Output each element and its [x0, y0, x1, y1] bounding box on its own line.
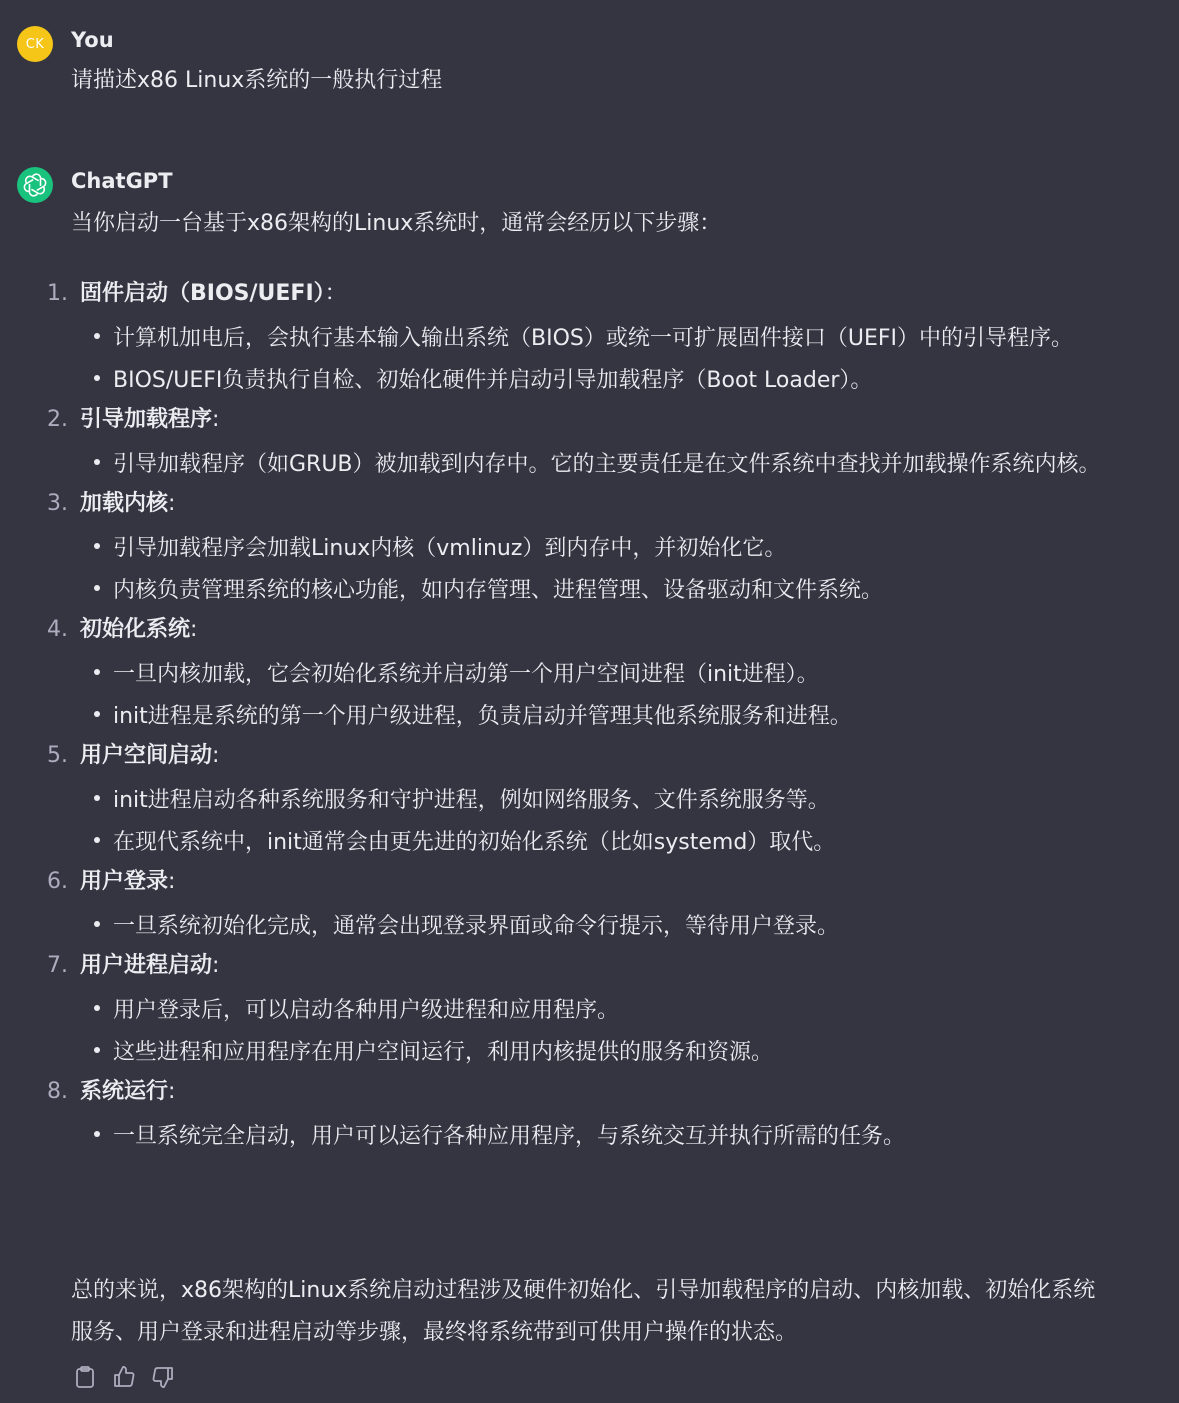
step-title — [80, 486, 175, 522]
step-item — [0, 402, 1179, 486]
thumbs-down-icon — [151, 1365, 175, 1389]
user-avatar-initials: CK — [25, 36, 45, 52]
step-title-text: 加载内核 — [80, 491, 169, 516]
bullet-item: 在现代系统中，init通常会由更先进的初始化系统（比如systemd）取代。 — [0, 822, 1179, 864]
copy-button[interactable] — [73, 1364, 97, 1390]
bullet-list — [0, 444, 1179, 486]
message-actions — [73, 1364, 175, 1390]
bullet-list — [0, 780, 1179, 864]
step-title — [80, 1074, 175, 1110]
step-colon: : — [190, 617, 198, 642]
step-item — [0, 612, 1179, 738]
step-item — [0, 738, 1179, 864]
step-number: 8. — [47, 1079, 68, 1104]
step-title-text: 用户进程启动 — [80, 953, 213, 978]
step-colon: : — [168, 1079, 176, 1104]
step-title — [80, 738, 219, 774]
user-avatar — [17, 26, 53, 62]
step-heading — [0, 402, 1179, 444]
step-heading — [0, 1074, 1179, 1116]
step-colon: ： — [324, 281, 347, 306]
step-heading — [0, 864, 1179, 906]
step-number: 7. — [47, 953, 68, 978]
bullet-item: 内核负责管理系统的核心功能，如内存管理、进程管理、设备驱动和文件系统。 — [0, 570, 1179, 612]
step-number: 6. — [47, 869, 68, 894]
steps-list — [0, 276, 1179, 1158]
step-title-text: 系统运行 — [80, 1079, 169, 1104]
bullet-list — [0, 528, 1179, 612]
step-heading — [0, 486, 1179, 528]
step-heading — [0, 276, 1179, 318]
step-item — [0, 864, 1179, 948]
step-title-text: 用户登录 — [80, 869, 169, 894]
bullet-list — [0, 318, 1179, 402]
bullet-list — [0, 906, 1179, 948]
step-heading — [0, 612, 1179, 654]
bullet-list — [0, 990, 1179, 1074]
step-colon: : — [212, 953, 220, 978]
step-colon: : — [212, 407, 220, 432]
step-title-text: 引导加载程序 — [80, 407, 213, 432]
step-number: 3. — [47, 491, 68, 516]
step-number: 5. — [47, 743, 68, 768]
thumbs-up-icon — [112, 1365, 136, 1389]
assistant-summary-text: 总的来说，x86架构的Linux系统启动过程涉及硬件初始化、引导加载程序的启动、内核加载、初始化系统服务、用户登录和进程启动等步骤，最终将系统带到可供用户操作的状态。 — [71, 1278, 1096, 1345]
bullet-item: BIOS/UEFI负责执行自检、初始化硬件并启动引导加载程序（Boot Loader）。 — [0, 360, 1179, 402]
assistant-intro-text: 当你启动一台基于x86架构的Linux系统时，通常会经历以下步骤： — [71, 211, 722, 236]
bullet-item: 计算机加电后，会执行基本输入输出系统（BIOS）或统一可扩展固件接口（UEFI）中的引导程序。 — [0, 318, 1179, 360]
bullet-item: 一旦系统完全启动，用户可以运行各种应用程序，与系统交互并执行所需的任务。 — [0, 1116, 1179, 1158]
step-colon: : — [212, 743, 220, 768]
bullet-item: 引导加载程序会加载Linux内核（vmlinuz）到内存中，并初始化它。 — [0, 528, 1179, 570]
bullet-item: init进程启动各种系统服务和守护进程，例如网络服务、文件系统服务等。 — [0, 780, 1179, 822]
thumbs-down-button[interactable] — [151, 1364, 175, 1390]
step-title — [80, 276, 347, 312]
step-item — [0, 948, 1179, 1074]
step-title — [80, 864, 175, 900]
bullet-item: 一旦内核加载，它会初始化系统并启动第一个用户空间进程（init进程）。 — [0, 654, 1179, 696]
step-title-text: 初始化系统 — [80, 617, 191, 642]
step-title — [80, 402, 219, 438]
clipboard-icon — [74, 1365, 96, 1389]
step-item — [0, 1074, 1179, 1158]
step-heading — [0, 738, 1179, 780]
bullet-item: 这些进程和应用程序在用户空间运行，利用内核提供的服务和资源。 — [0, 1032, 1179, 1074]
step-title — [80, 612, 197, 648]
step-title-text: 固件启动（BIOS/UEFI） — [80, 281, 325, 306]
step-number: 1. — [47, 281, 68, 306]
user-prompt-text: 请描述x86 Linux系统的一般执行过程 — [71, 68, 443, 93]
step-number: 4. — [47, 617, 68, 642]
step-title-text: 用户空间启动 — [80, 743, 213, 768]
user-author-name: You — [71, 28, 114, 52]
thumbs-up-button[interactable] — [112, 1364, 136, 1390]
step-number: 2. — [47, 407, 68, 432]
assistant-author-name: ChatGPT — [71, 169, 173, 193]
step-item — [0, 276, 1179, 402]
bullet-list — [0, 654, 1179, 738]
step-heading — [0, 948, 1179, 990]
step-colon: : — [168, 491, 176, 516]
bullet-list — [0, 1116, 1179, 1158]
bullet-item: 用户登录后，可以启动各种用户级进程和应用程序。 — [0, 990, 1179, 1032]
step-item — [0, 486, 1179, 612]
step-title — [80, 948, 219, 984]
bullet-item: 一旦系统初始化完成，通常会出现登录界面或命令行提示，等待用户登录。 — [0, 906, 1179, 948]
chatgpt-logo-icon — [17, 167, 53, 203]
bullet-item: init进程是系统的第一个用户级进程，负责启动并管理其他系统服务和进程。 — [0, 696, 1179, 738]
bullet-item: 引导加载程序（如GRUB）被加载到内存中。它的主要责任是在文件系统中查找并加载操作系统内核。 — [0, 444, 1179, 486]
step-colon: : — [168, 869, 176, 894]
